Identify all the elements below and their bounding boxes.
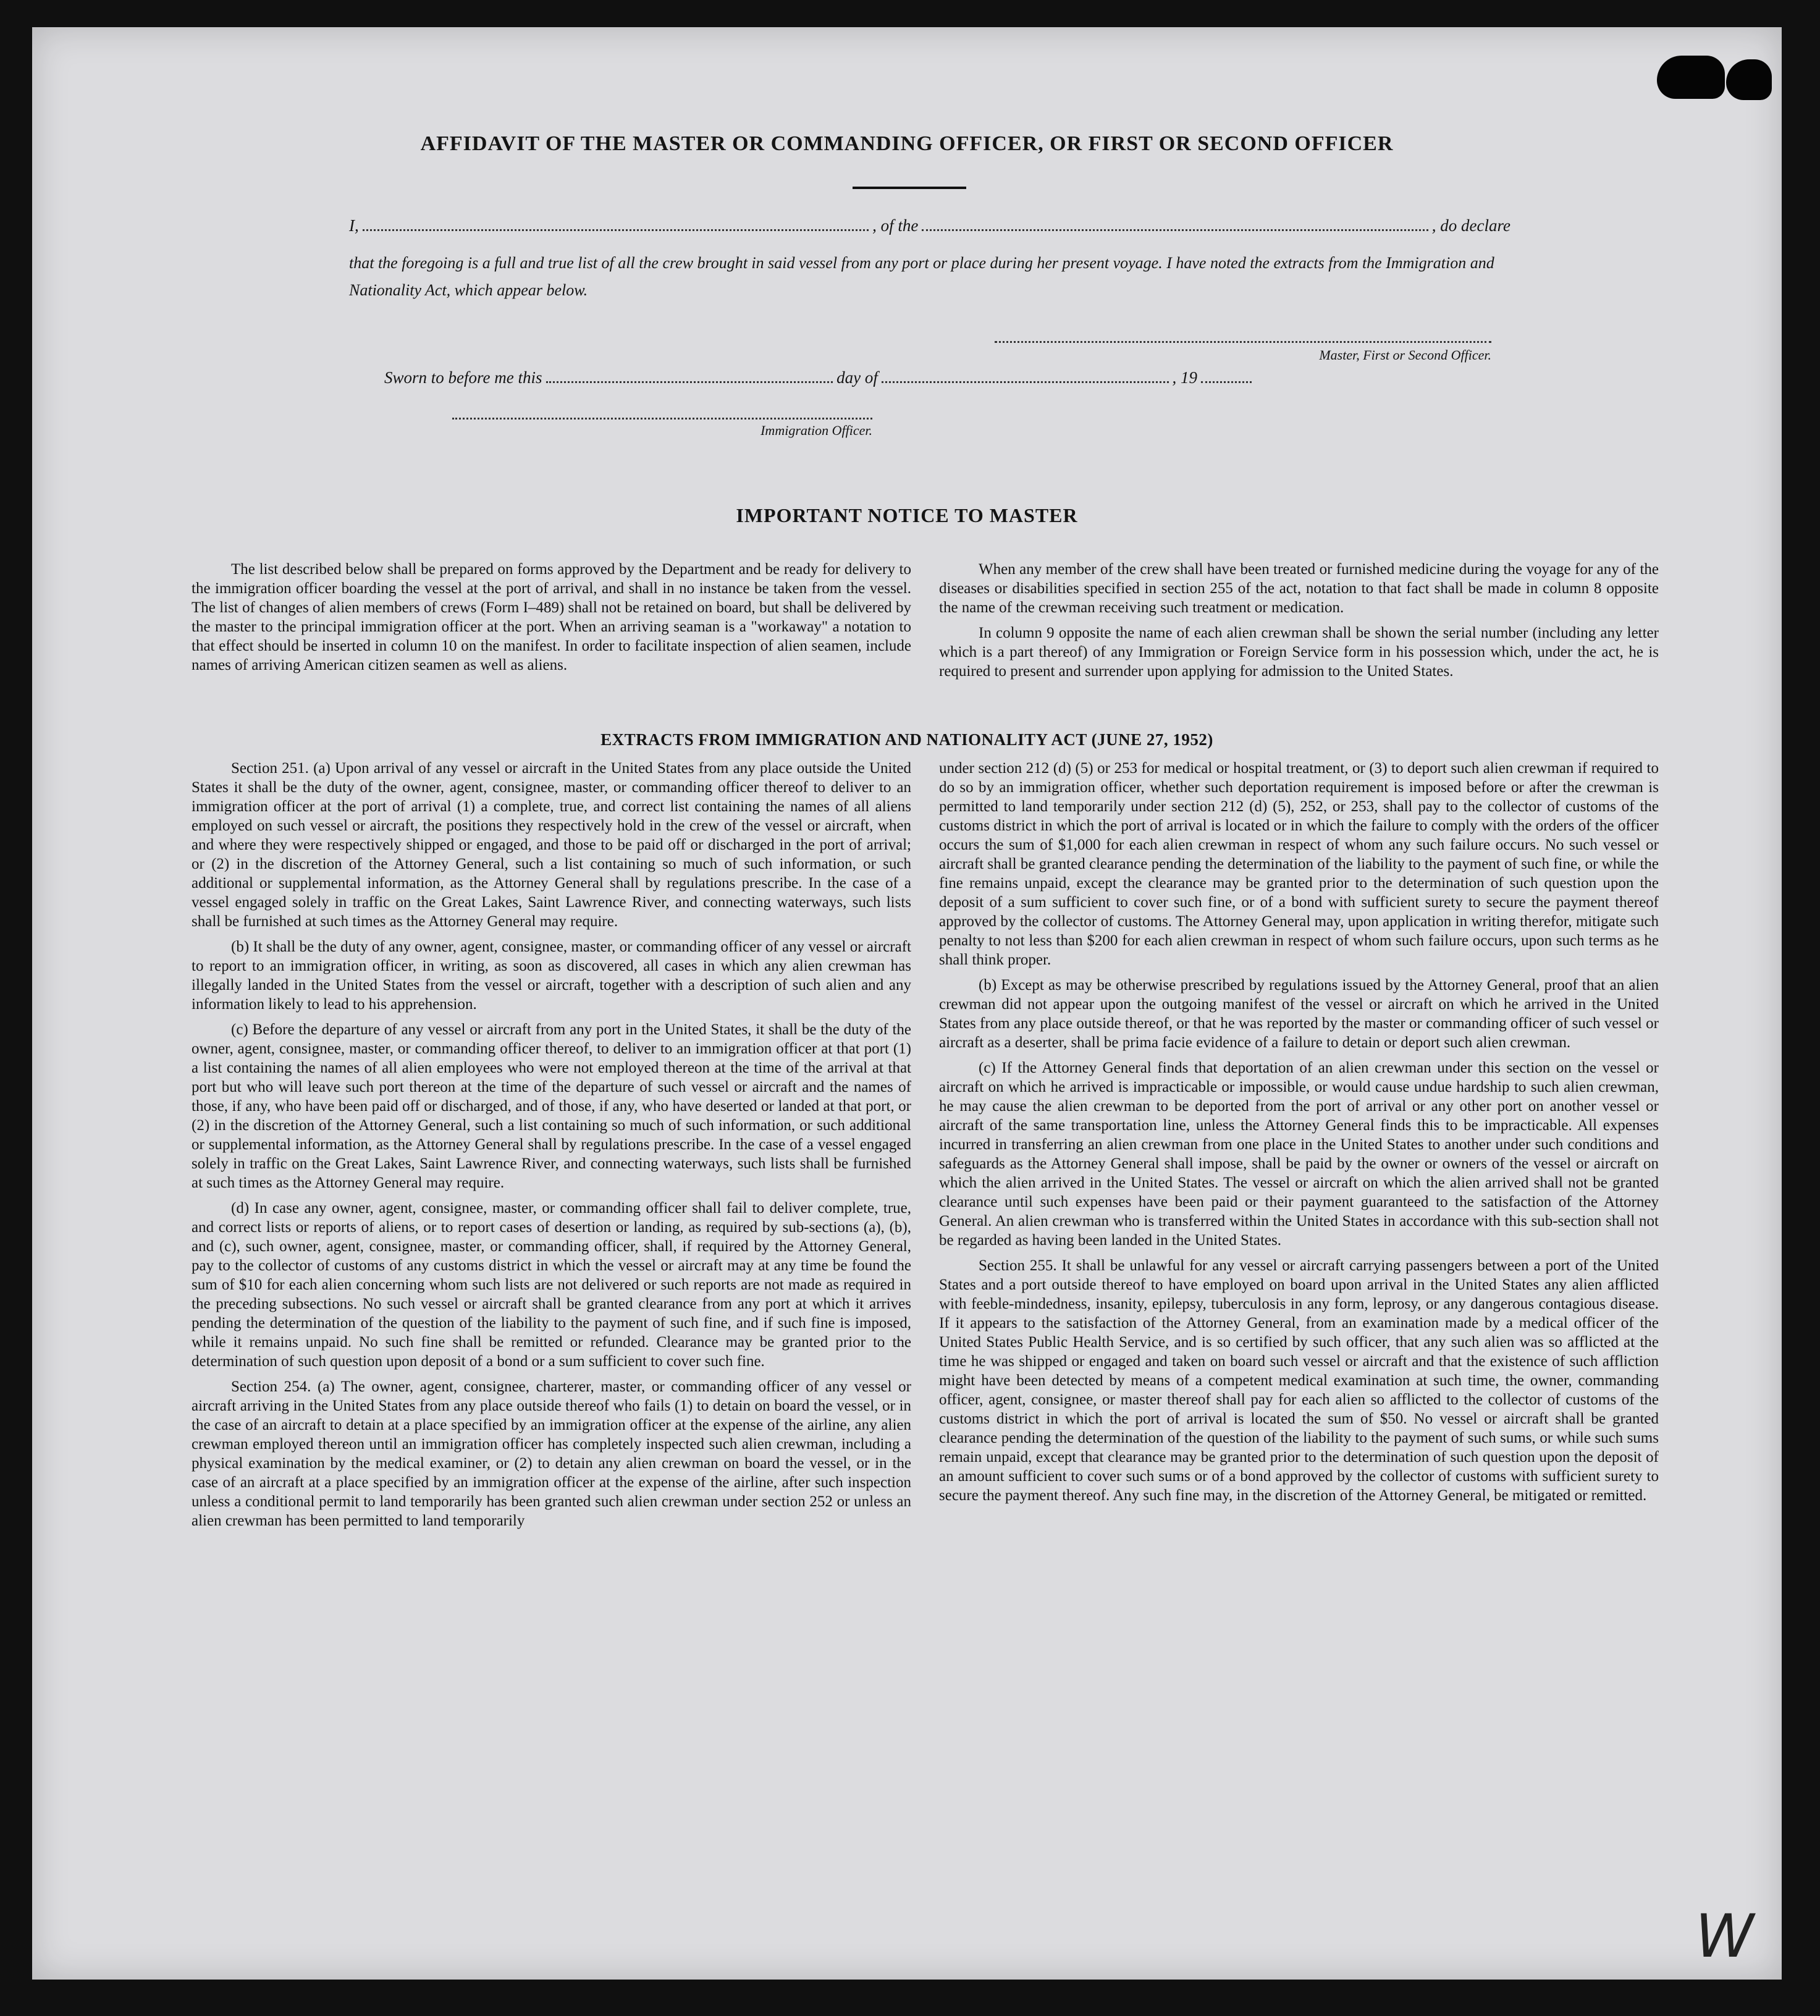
immigration-officer-signature-blank[interactable] xyxy=(452,418,872,420)
binder-tab-mark xyxy=(1726,59,1772,100)
extracts-left-column xyxy=(192,759,911,1537)
notice-right-column xyxy=(939,560,1659,687)
section-254-c: (c) If the Attorney General finds that deportation of an alien crewman under this section on the vessel or aircraft on which he arrived is impracticable or impossible, or would cause undue hardship to such alien crewman, he may cause the alien crewman to be deported from the port of arrival or any other port on another vessel or aircraft of the same transportation line, unless the Attorney General finds this to be impracticable. All expenses incurred in transferring an alien crewman from one place in the United States to another under such conditions and safeguards as the Attorney General shall impose, shall be paid by the owner or owners of the vessel or aircraft on which the alien arrived in the United States. The vessel or aircraft on which the alien arrived shall not be granted clearance until such expenses have been paid or their payment guaranteed to the satisfaction of the Attorney General. An alien crewman who is transferred within the United States in accordance with this sub-section shall not be regarded as having been landed in the United States. xyxy=(939,1060,1659,1249)
section-251-d: (d) In case any owner, agent, consignee, master, or commanding officer shall fail to deliver complete, true, and correct lists or reports of aliens, or to report cases of desertion or landing, as required by sub-sections (a), (b), and (c), such owner, agent, consignee, master, or commanding officer, shall, if required by the Attorney General, pay to the collector of customs of any customs district in which the vessel or aircraft may at any time be found the sum of $10 for each alien concerning whom such lists are not delivered or such reports are not made as required in the preceding subsections. No such vessel or aircraft shall be granted clearance from any port at which it arrives pending the determination of the question of the liability to the payment of such fine, and if such fine is imposed, while it remains unpaid. No such fine shall be remitted or refunded. Clearance may be granted prior to the determination of such question upon deposit of a bond or a sum sufficient to cover such fine. xyxy=(192,1200,911,1370)
sworn-line xyxy=(384,368,1255,393)
notice-title: IMPORTANT NOTICE TO MASTER xyxy=(736,504,1078,526)
notice-paragraph: In column 9 opposite the name of each alien crewman shall be shown the serial number (including any letter which is a part thereof) of any Immigration or Foreign Service form in his possession which, under the act, he is required to present and surrender upon applying for admission to the United States. xyxy=(939,625,1659,680)
binder-tab-mark xyxy=(1657,56,1725,99)
month-blank[interactable] xyxy=(882,369,1169,383)
master-signature-label: Master, First or Second Officer. xyxy=(1319,347,1491,363)
notice-paragraph: The list described below shall be prepared on forms approved by the Department and be ready for delivery to the immigration officer boarding the vessel at the port of arrival, and shall in no instance be taken from the vessel. The list of changes of alien members of crews (Form I–489) shall not be retained on board, but shall be delivered by the master to the principal immigration officer at the port. When an arriving seaman is a "workaway" a notation to that effect should be inserted in column 10 on the manifest. In order to facilitate inspection of alien seamen, include names of arriving American citizen seamen as well as aliens. xyxy=(192,561,911,673)
sworn-label: Sworn to before me this xyxy=(384,368,542,387)
section-251-c: (c) Before the departure of any vessel or aircraft from any port in the United States, it shall be the duty of the owner, agent, consignee, master, or commanding officer thereof, to deliver to an immigration officer at that port (1) a list containing the names of all alien employees who were not employed thereon at the time of the arrival at that port but who will leave such port thereon at the time of the departure of such vessel or aircraft and the names of those, if any, who have been paid off or discharged, and of those, if any, who have deserted or landed at that port, or (2) in the discretion of the Attorney General, such a list containing so much of such information, or such additional or supplemental information, as the Attorney General shall by regulations prescribe. In the case of a vessel engaged solely in traffic on the Great Lakes, Saint Lawrence River, and connecting waterways, such lists shall be furnished at such times as the Attorney General may require. xyxy=(192,1021,911,1191)
document-page xyxy=(32,27,1782,1980)
year-label: , 19 xyxy=(1172,368,1197,387)
do-declare-label: , do declare xyxy=(1431,216,1510,235)
day-of-label: day of xyxy=(836,368,878,387)
declaration-statement: that the foregoing is a full and true list of all the crew brought in said vessel from any port or place during her present voyage. I have noted the extracts from the Immigration and Nationality Act, which appear below. xyxy=(349,254,1494,299)
of-the-label: , of the xyxy=(872,216,919,235)
title-rule xyxy=(853,187,966,189)
section-254-b: (b) Except as may be otherwise prescribed by regulations issued by the Attorney General, proof that an alien crewman did not appear upon the outgoing manifest of the vessel or aircraft on which he arrived in the United States from any place outside thereof, or that he was reported by the master or commanding officer of such vessel or aircraft as a deserter, shall be prima facie evidence of a failure to detain or deport such alien crewman. xyxy=(939,977,1659,1051)
master-signature-blank[interactable] xyxy=(995,341,1491,343)
name-blank[interactable] xyxy=(363,217,869,231)
declaration-line xyxy=(349,216,1510,241)
extracts-title: EXTRACTS FROM IMMIGRATION AND NATIONALITY ACT (JUNE 27, 1952) xyxy=(600,730,1213,749)
affidavit-title: AFFIDAVIT OF THE MASTER OR COMMANDING OFFICER, OR FIRST OR SECOND OFFICER xyxy=(420,132,1394,155)
section-255: Section 255. It shall be unlawful for any vessel or aircraft carrying passengers between a port of the United States and a port outside thereof to have employed on board upon arrival in the United States any alien afflicted with feeble-mindedness, insanity, epilepsy, tuberculosis in any form, leprosy, or any dangerous contagious disease. If it appears to the satisfaction of the Attorney General, from an examination made by a medical officer of the United States Public Health Service, and is so certified by such officer, that any such alien was so afflicted at the time he was shipped or engaged and taken on board such vessel or aircraft and that the existence of such affliction might have been detected by means of a competent medical examination at such time, the owner, commanding officer, agent, consignee, or master thereof shall pay for each alien so afflicted to the collector of customs of the customs district in which the port of arrival is located the sum of $50. No vessel or aircraft shall be granted clearance pending the determination of the question of the liability to the payment of such sums, or while such sums remain unpaid, except that clearance may be granted prior to the determination of such question upon the deposit of an amount sufficient to cover such sums or of a bond approved by the collector of customs with sufficient surety to secure the payment thereof. Any such fine may, in the discretion of the Attorney General, be mitigated or remitted. xyxy=(939,1257,1659,1504)
day-blank[interactable] xyxy=(546,369,833,383)
section-254-a-continued: under section 212 (d) (5) or 253 for medical or hospital treatment, or (3) to deport such alien crewman if required to do so by an immigration officer, whether such deportation requirement is imposed before or after the crewman is permitted to land temporarily under section 212 (d) (5), 252, or 253, shall pay to the collector of customs of the customs district in which the port of arrival is located or in which the failure to comply with the orders of the officer occurs the sum of $1,000 for each alien crewman in respect of whom any such failure occurs. No such vessel or aircraft shall be granted clearance pending the determination of the liability to the payment of such fine, or while the fine remains unpaid, except the clearance may be granted prior to the determination of such question upon the deposit of a sum sufficient to cover such fine, or of a bond with sufficient surety to secure the payment thereof approved by the collector of customs. The Attorney General may, upon application in writing therefor, mitigate such penalty to not less than $200 for each alien crewman in respect of whom such failure occurs, upon such terms as he shall think proper. xyxy=(939,760,1659,968)
notice-left-column xyxy=(192,560,911,681)
immigration-officer-label: Immigration Officer. xyxy=(760,423,872,438)
i-label: I, xyxy=(349,216,359,235)
section-251-b: (b) It shall be the duty of any owner, agent, consignee, master, or commanding officer of any vessel or aircraft to report to an immigration officer, in writing, as soon as discovered, all cases in which any alien crewman has illegally landed in the United States from the vessel or aircraft, together with a description of such alien and any information likely to lead to his apprehension. xyxy=(192,938,911,1013)
handwritten-mark: W xyxy=(1695,1902,1754,1971)
section-251-a: Section 251. (a) Upon arrival of any vessel or aircraft in the United States from any place outside the United States it shall be the duty of the owner, agent, consignee, master, or commanding officer thereof to deliver to an immigration officer at the port of arrival (1) a complete, true, and correct list containing the names of all aliens employed on such vessel or aircraft, the positions they respectively hold in the crew of the vessel or aircraft, when and where they were respectively shipped or engaged, and those to be paid off or discharged in the port of arrival; or (2) in the discretion of the Attorney General, such a list containing so much of such information, or such additional or supplemental information, as the Attorney General shall by regulations prescribe. In the case of a vessel engaged solely in traffic on the Great Lakes, Saint Lawrence River, and connecting waterways, such lists shall be furnished at such times as the Attorney General may require. xyxy=(192,760,911,930)
vessel-blank[interactable] xyxy=(922,217,1428,231)
section-254-a: Section 254. (a) The owner, agent, consignee, charterer, master, or commanding officer of any vessel or aircraft arriving in the United States from any place outside thereof who fails (1) to detain on board the vessel, or in the case of an aircraft to detain at a place specified by an immigration officer at the expense of the airline, any alien crewman employed thereon until an immigration officer has completely inspected such alien crewman, including a physical examination by the medical examiner, or (2) to detain any alien crewman on board the vessel, or in the case of an aircraft at a place specified by an immigration officer at the expense of the airline, after such inspection unless a conditional permit to land temporarily has been granted such alien crewman under section 252 or unless an alien crewman has been permitted to land temporarily xyxy=(192,1378,911,1529)
year-blank[interactable] xyxy=(1201,369,1252,383)
notice-paragraph: When any member of the crew shall have been treated or furnished medicine during the voyage for any of the diseases or disabilities specified in section 255 of the act, notation to that fact shall be made in column 8 opposite the name of the crewman receiving such treatment or medication. xyxy=(939,561,1659,616)
extracts-right-column xyxy=(939,759,1659,1511)
